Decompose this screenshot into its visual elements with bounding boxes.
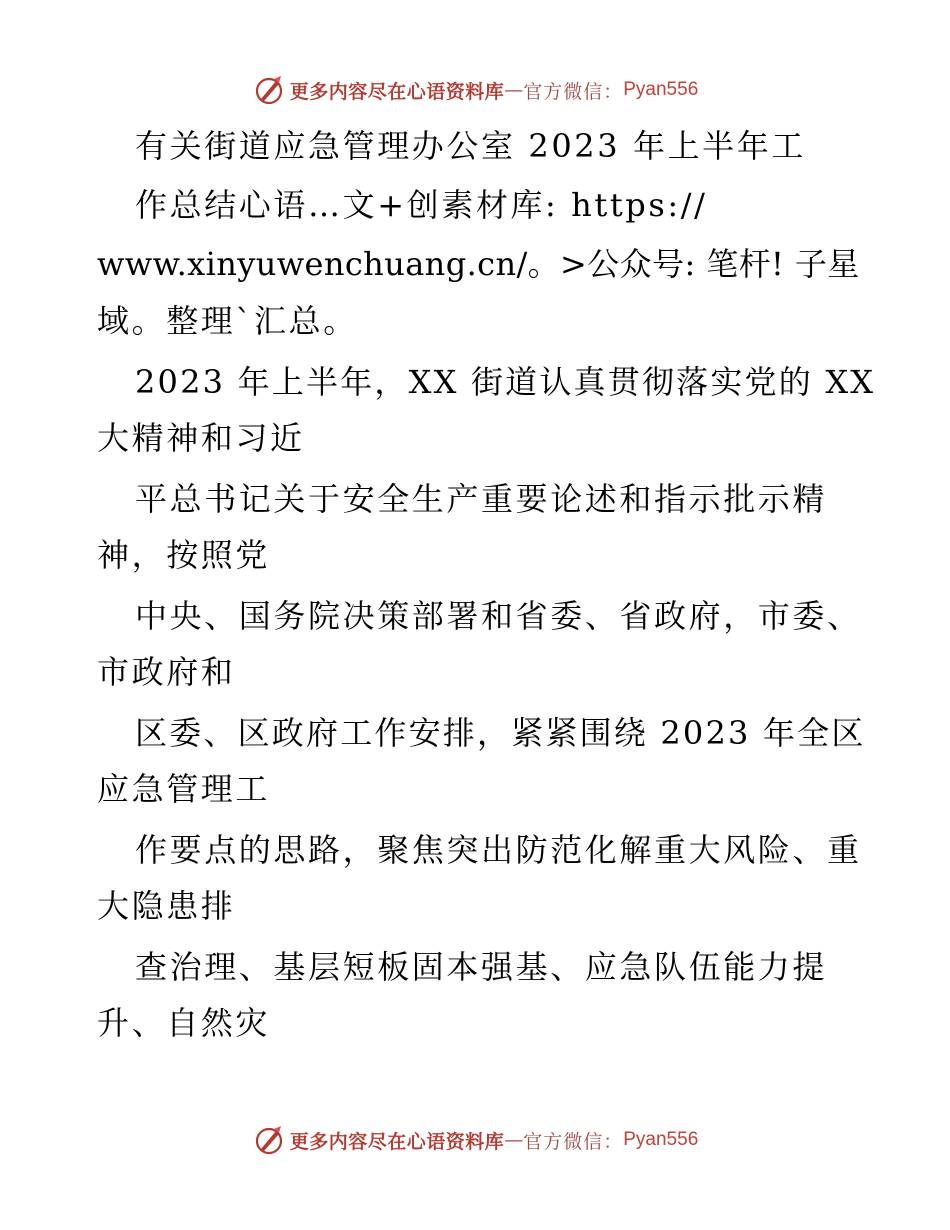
text-line: 区委、区政府工作安排，紧紧围绕 2023 年全区 [135,714,866,752]
text-line: 大精神和习近 [97,419,305,457]
text-line: 神，按照党 [97,536,271,574]
banner-separator: — [504,1129,524,1151]
text-line: 平总书记关于安全生产重要论述和指示批示精 [135,480,828,518]
text-line: 有关街道应急管理办公室 2023 年上半年工 [135,127,806,165]
banner-wechat-id: Pyan556 [623,1129,699,1150]
footer-banner [0,1120,950,1160]
banner-wechat-label: 官方微信： [523,80,624,103]
text-line: 2023 年上半年，XX 街道认真贯彻落实党的 XX [135,363,876,401]
text-line: 作要点的思路，聚焦突出防范化解重大风险、重 [135,831,862,869]
text-line: 作总结心语…文+创素材库: https:// [135,186,708,224]
text-line: 中央、国务院决策部署和省委、省政府，市委、 [135,597,862,635]
text-line: 升、自然灾 [97,1004,271,1042]
text-line: 大隐患排 [97,887,236,925]
quill-pen-logo-icon [252,1123,286,1157]
text-line: 域。整理`汇总。 [97,302,358,340]
banner-separator: — [504,79,524,101]
banner-wechat-label: 官方微信： [523,1130,624,1153]
text-line: 查治理、基层短板固本强基、应急队伍能力提 [135,948,828,986]
banner-main-text: 更多内容尽在心语资料库 [289,1130,505,1153]
banner-main-text: 更多内容尽在心语资料库 [289,80,505,103]
text-line: 应急管理工 [97,770,271,808]
text-line: 市政府和 [97,653,236,691]
banner-wechat-id: Pyan556 [623,79,699,100]
text-line: www.xinyuwenchuang.cn/。>公众号: 笔杆! 子星 [97,245,860,283]
